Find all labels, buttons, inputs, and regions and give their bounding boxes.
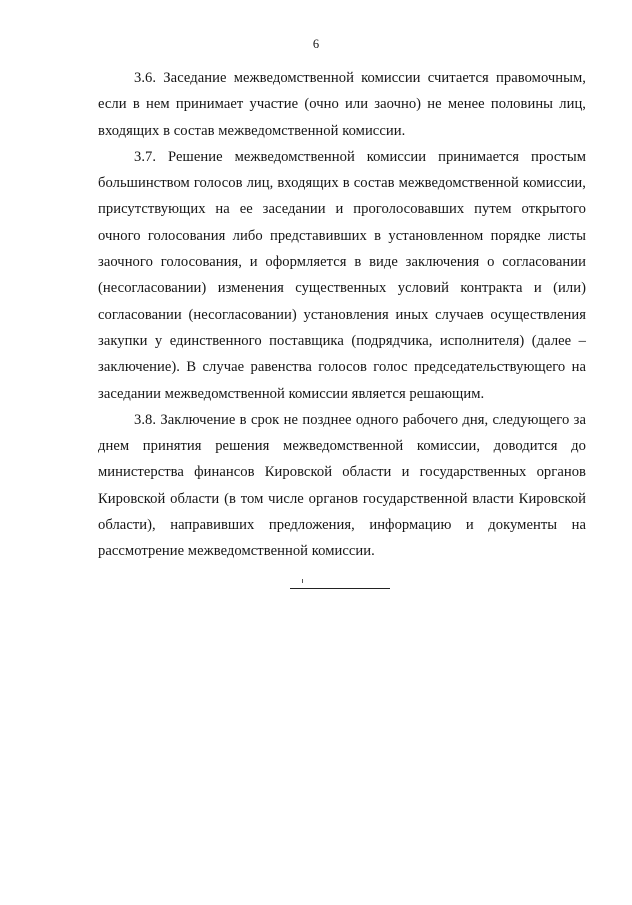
scan-mark bbox=[302, 579, 303, 583]
end-of-document-rule bbox=[290, 588, 390, 589]
document-body bbox=[98, 65, 586, 565]
paragraph-3-8: 3.8. Заключение в срок не позднее одного рабочего дня, следующего за днем принятия решения межведомственной комиссии, доводится до министерства финансов Кировской области и государственных органов Кировской области (в том числе органов государственной власти Кировской области), направивших предложения, информацию и документы на рассмотрение межведомственной комиссии. bbox=[98, 411, 586, 560]
paragraph-3-7: 3.7. Решение межведомственной комиссии принимается простым большинством голосов лиц, входящих в состав межведомственной комиссии, присутствующих на ее заседании и проголосовавших путем открытого очного голосования либо представивших в установленном порядке листы заочного голосования, и оформляется в виде заключения о согласовании (несогласовании) изменения существенных условий контракта и (или) согласовании (несогласовании) установления иных случаев осуществления закупки у единственного поставщика (подрядчика, исполнителя) (далее – заключение). В случае равенства голосов голос председательствующего на заседании межведомственной комиссии является решающим. bbox=[98, 148, 586, 402]
paragraph-3-6: 3.6. Заседание межведомственной комиссии считается правомочным, если в нем принимает участие (очно или заочно) не менее половины лиц, входящих в состав межведомственной комиссии. bbox=[98, 70, 586, 139]
page-number: 6 bbox=[312, 37, 320, 51]
